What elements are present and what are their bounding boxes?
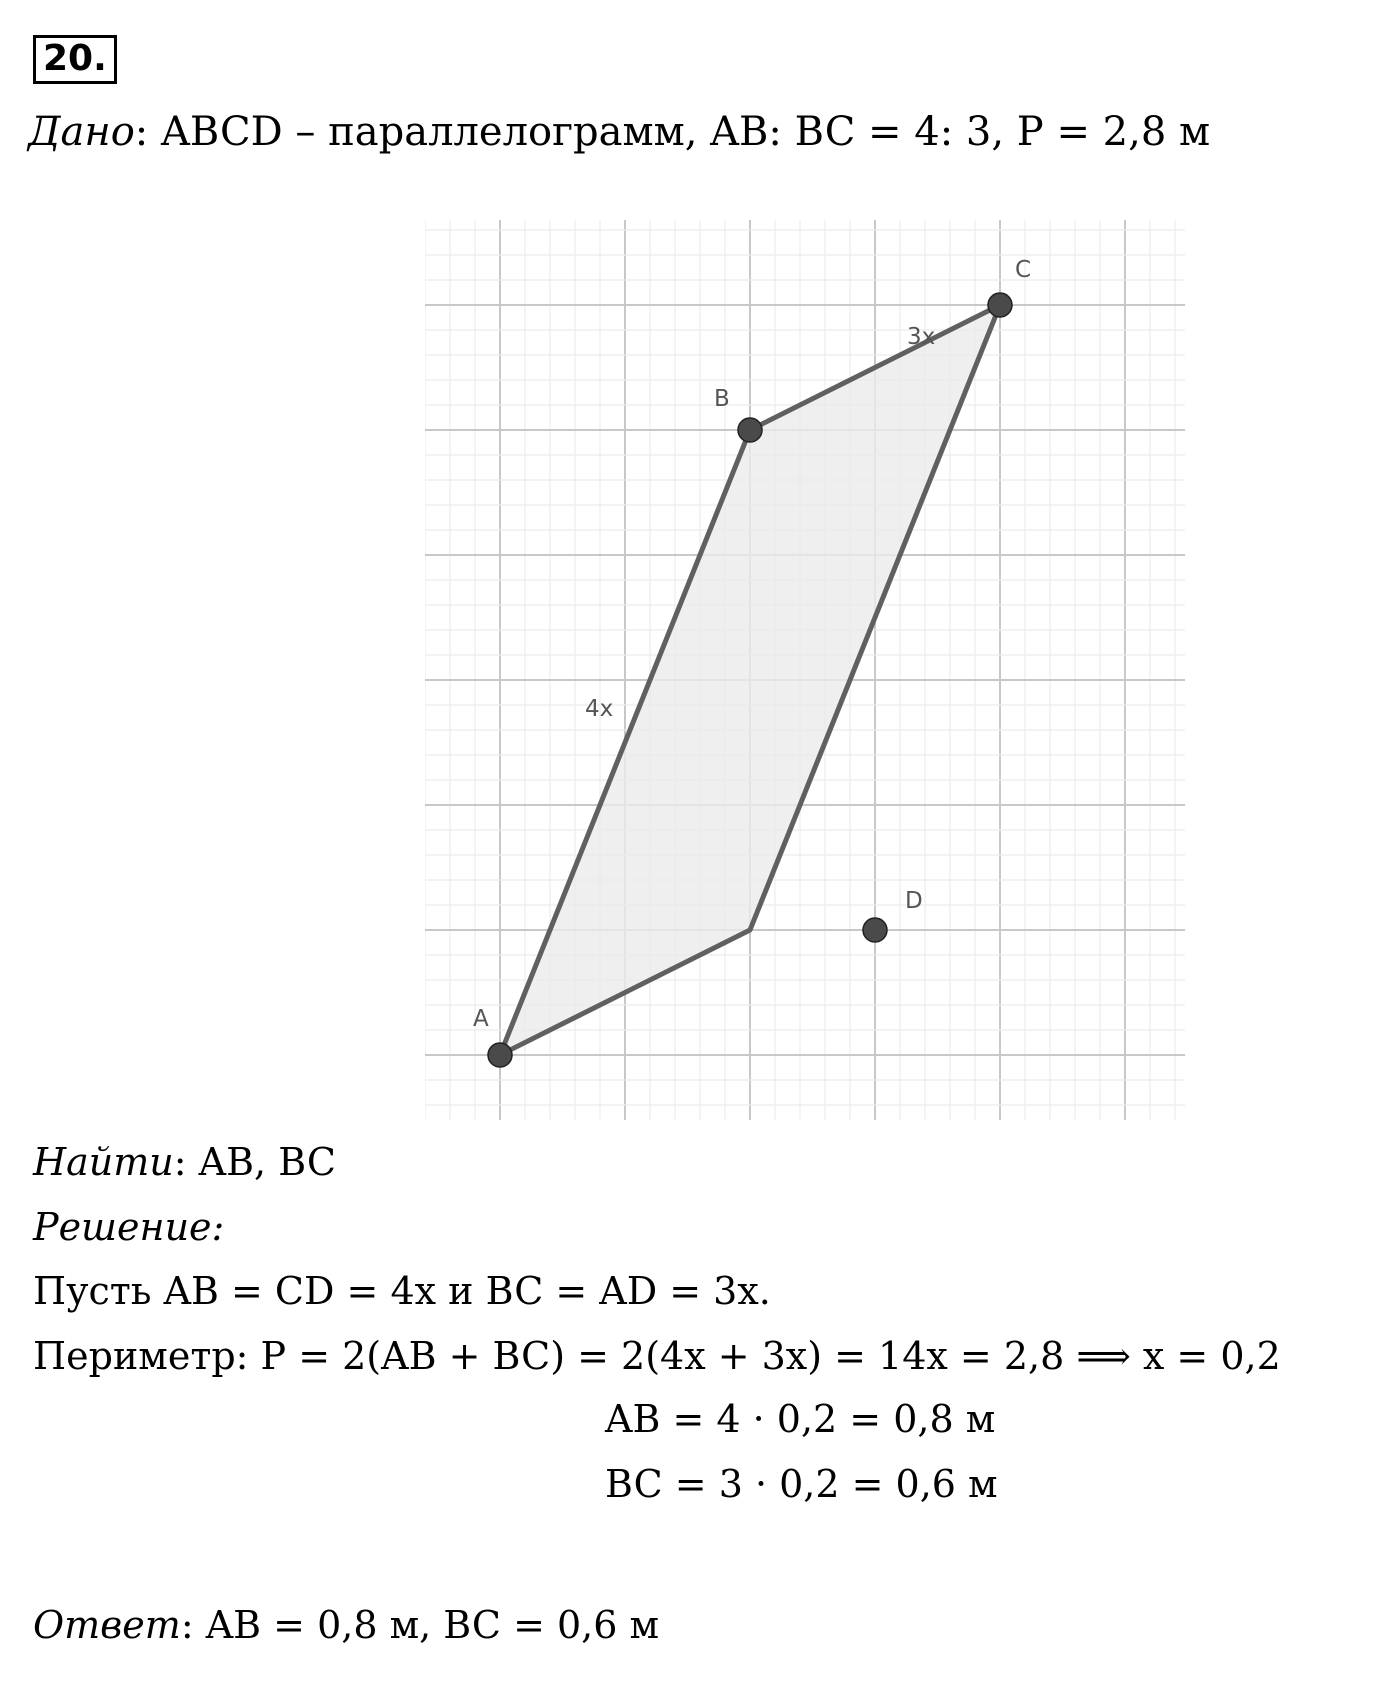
ab-result: AB = 4 · 0,2 = 0,8 м [605, 1397, 996, 1441]
find-text: : AB, BC [173, 1140, 336, 1184]
find-line [33, 1140, 336, 1184]
point-a [488, 1043, 512, 1067]
label-c: C [1015, 257, 1032, 283]
given-label: Дано [28, 109, 135, 155]
answer-label: Ответ [33, 1603, 181, 1647]
point-b [738, 418, 762, 442]
point-c [988, 293, 1012, 317]
answer-line [33, 1603, 660, 1647]
label-b: B [714, 386, 730, 412]
given-text: : ABCD – параллелограмм, AB: BC = 4: 3, P = 2,8 м [134, 109, 1211, 155]
label-d: D [905, 888, 923, 914]
label-side-ab: 4x [585, 696, 614, 722]
label-side-bc: 3x [907, 324, 936, 350]
label-a: A [473, 1006, 489, 1032]
bc-result: BC = 3 · 0,2 = 0,6 м [605, 1462, 998, 1506]
parallelogram-figure [425, 220, 1185, 1120]
perimeter-line: Периметр: P = 2(AB + BC) = 2(4x + 3x) = 14x = 2,8 ⟹ x = 0,2 [33, 1334, 1281, 1378]
solution-heading: Решение: [33, 1205, 225, 1249]
point-d [863, 918, 887, 942]
answer-text: : AB = 0,8 м, BC = 0,6 м [180, 1603, 660, 1647]
problem-number: 20. [33, 35, 117, 84]
let-line: Пусть AB = CD = 4x и BC = AD = 3x. [33, 1269, 771, 1313]
find-label: Найти [33, 1140, 174, 1184]
given-line [28, 109, 1211, 155]
